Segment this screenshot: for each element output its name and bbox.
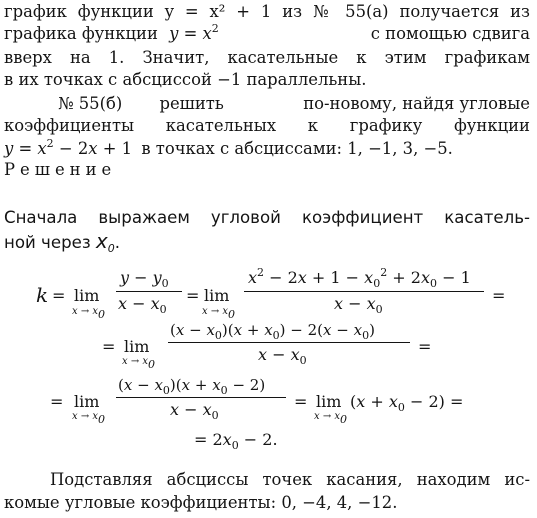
- eq-sign: =: [418, 337, 432, 356]
- text-fragment: в точках с абсциссами: 1, −1, 3, −5.: [141, 139, 453, 158]
- frac2-bar: [244, 291, 484, 292]
- frac4-bar: [116, 397, 286, 398]
- lim-word: lim: [204, 286, 230, 305]
- frac4-den: $x - x_0$: [170, 400, 219, 422]
- section-heading: Решение: [4, 160, 117, 179]
- var-k: k: [36, 283, 49, 307]
- text-fragment: решить: [159, 94, 224, 113]
- lim-sub: $x \to x_0$: [72, 411, 106, 426]
- eq-sign: =: [492, 286, 506, 305]
- text-line-8: Сначала выражаем угловой коэффициент касатель-: [4, 208, 530, 227]
- frac2-den: $x - x_0$: [334, 294, 383, 316]
- text-line-9: ной через $x_0$.: [4, 229, 121, 255]
- problem-number: № 55(б): [58, 94, 123, 113]
- text-fragment: по-новому, найдя угловые: [303, 94, 530, 113]
- text-line-3: вверх на 1. Значит, касательные к этим графикам: [4, 48, 530, 67]
- text-line-6: коэффициенты касательных к графику функции: [4, 116, 530, 135]
- lim-word: lim: [74, 392, 100, 411]
- lim-word: lim: [316, 392, 342, 411]
- lim-word: lim: [74, 286, 100, 305]
- frac4-num: $(x - x_0)(x + x_0 - 2)$: [118, 376, 266, 397]
- lim-sub: $x \to x_0$: [314, 411, 348, 426]
- text-line-4: в их точках с абсциссой −1 параллельны.: [4, 70, 367, 89]
- text-line-10: Подставляя абсциссы точек касания, находим ис-: [50, 470, 530, 489]
- text-line-1: график функции y = x² + 1 из № 55(а) получается из: [4, 2, 530, 21]
- formula-inline: $x_0$: [95, 229, 115, 255]
- eq-sign: =: [186, 286, 200, 305]
- frac3-den: $x - x_0$: [258, 345, 307, 367]
- lim-sub: $x \to x_0$: [122, 356, 156, 371]
- text-line-11: комые угловые коэффициенты: 0, −4, 4, −12.: [4, 493, 398, 512]
- lim-sub: $x \to x_0$: [72, 306, 106, 321]
- text-line-2: [4, 24, 530, 44]
- text-line-5: [58, 94, 530, 114]
- text-fragment: с помощью сдвига: [370, 24, 530, 43]
- text-fragment: графика функции: [4, 24, 158, 43]
- frac1-num: $y - y_0$: [120, 268, 169, 290]
- eq-sign: =: [52, 286, 66, 305]
- text-fragment: ной через: [4, 233, 91, 252]
- eq-sign: =: [102, 337, 116, 356]
- frac1-den: $x - x_0$: [118, 294, 167, 316]
- frac3-bar: [168, 342, 410, 343]
- text-line-7: [4, 139, 530, 159]
- formula-inline: $y = x^2$: [169, 22, 219, 43]
- eq-sign: =: [50, 392, 64, 411]
- frac2-num: $x^2 - 2x + 1 - x_0^2 + 2x_0 - 1$: [248, 266, 471, 290]
- frac1-bar: [116, 291, 182, 292]
- lim-word: lim: [124, 337, 150, 356]
- lim-expr: $(x + x_0 - 2)$ =: [350, 392, 464, 414]
- eq-sign: =: [294, 392, 308, 411]
- result: = $2x_0 - 2$.: [194, 430, 278, 452]
- formula-inline: $y = x^2 - 2x + 1$: [4, 137, 133, 158]
- frac3-num: $(x - x_0)(x + x_0) - 2(x - x_0)$: [170, 321, 375, 342]
- lim-sub: $x \to x_0$: [202, 306, 236, 321]
